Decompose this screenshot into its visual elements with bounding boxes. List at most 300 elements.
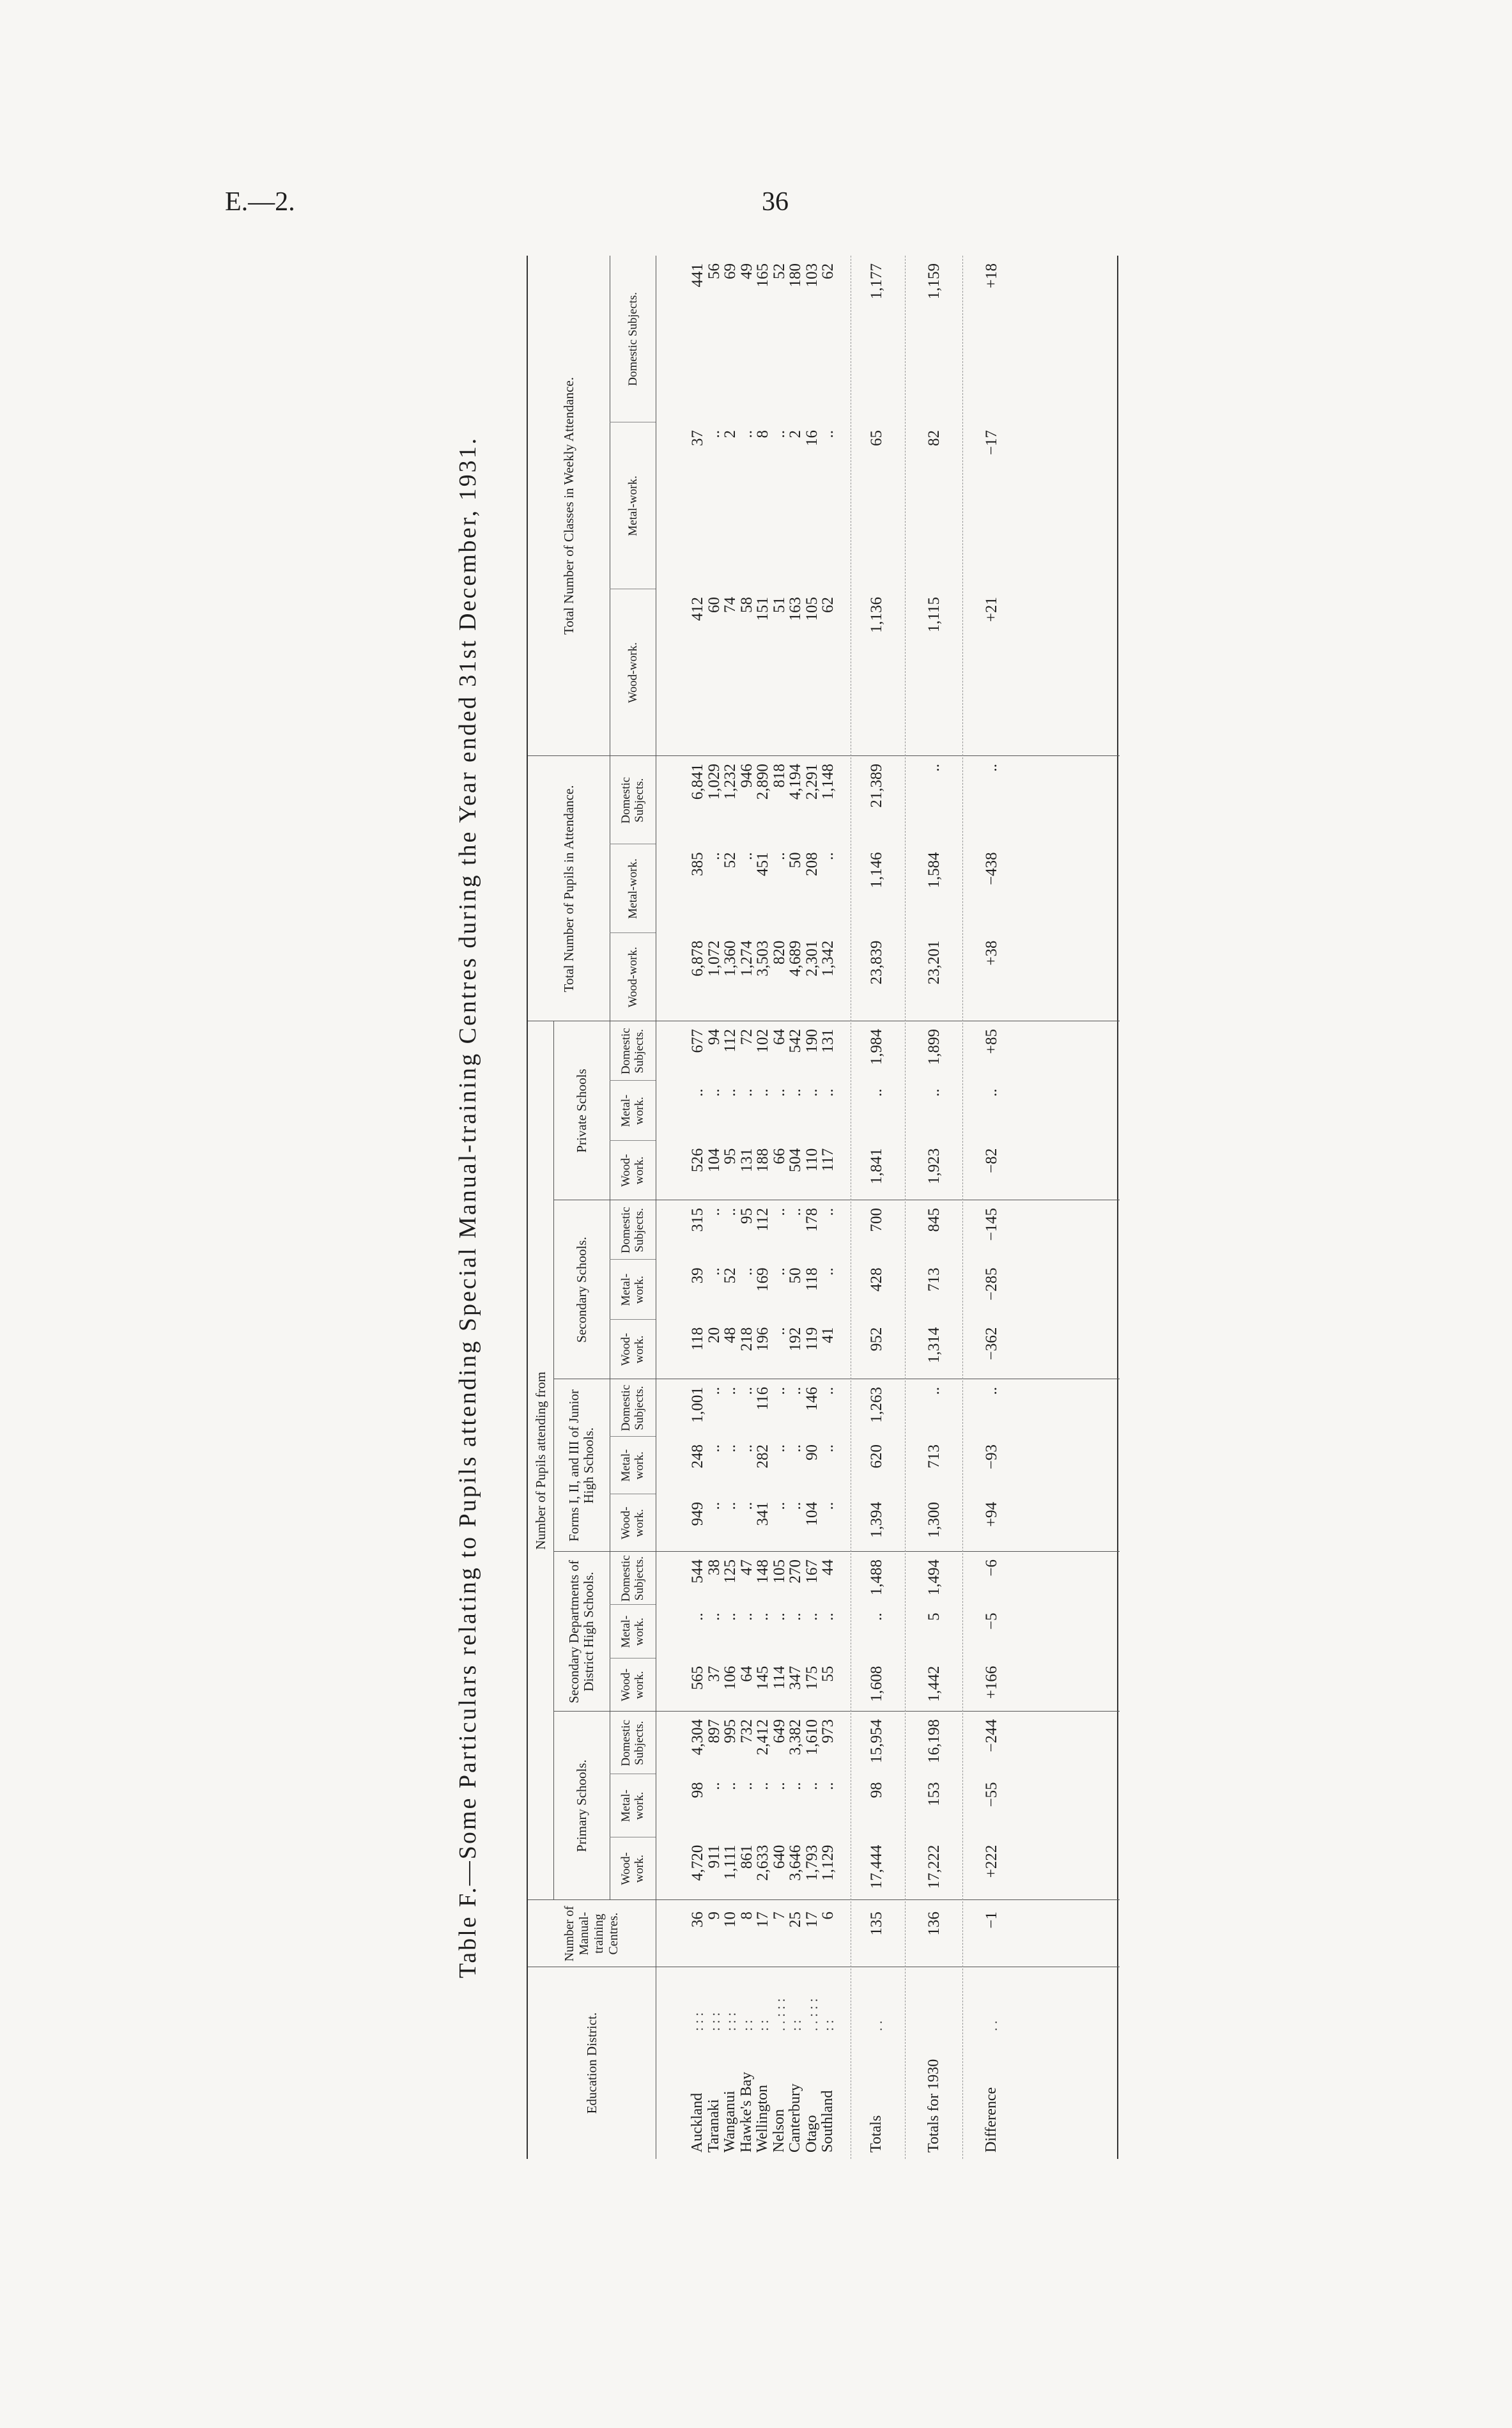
table-row-value: .. [721, 1387, 739, 1395]
difference-row-value: .. [983, 1387, 1000, 1395]
table-row-value: 95 [737, 1208, 755, 1225]
table-row-value: .. [689, 1088, 706, 1097]
sub-header: Wood-work. [619, 1506, 646, 1540]
totals-row-value: 1,136 [868, 597, 885, 633]
totals-row-value: 1,146 [868, 852, 885, 888]
table-row-value: .. [770, 1088, 788, 1097]
table-row-value: .. [737, 1267, 755, 1276]
table-row-value: .. [770, 1612, 788, 1621]
table-row-value: 118 [689, 1327, 706, 1351]
table-row-value: 1,232 [721, 764, 739, 800]
table-row-value: .. [737, 1088, 755, 1097]
totals-1930-row-value: 1,300 [925, 1502, 943, 1538]
table-row-value: 949 [689, 1502, 706, 1526]
table-row-value: 3,382 [787, 1719, 804, 1756]
table-row-value: 4,720 [689, 1844, 706, 1881]
table-row-leader-dots: : : [788, 2020, 804, 2031]
table-row-district: Canterbury [787, 2084, 803, 2153]
table-row-value: 102 [754, 1029, 771, 1053]
table-row-value: 270 [787, 1559, 804, 1584]
table-row-value: 62 [819, 263, 837, 279]
table-row-value: .. [770, 852, 788, 860]
table-row-value: 66 [770, 1148, 788, 1164]
table-row-value: 649 [770, 1719, 788, 1744]
table-row-value: .. [721, 1088, 739, 1097]
table-row-value: 37 [705, 1666, 723, 1682]
table-row-value: .. [721, 1208, 739, 1216]
table-row-value: .. [689, 1612, 706, 1621]
table-row-value: .. [819, 430, 837, 438]
table-row-value: .. [754, 1782, 771, 1790]
totals-1930-row-value: .. [925, 1088, 943, 1097]
table-row-value: .. [770, 1502, 788, 1510]
sub-column-rule [610, 1080, 656, 1081]
table-row-value: 1,148 [819, 764, 837, 800]
totals-1930-row-value: 1,899 [925, 1029, 943, 1065]
page-code: E.—2. [225, 187, 295, 217]
table-row-value: 4,304 [689, 1719, 706, 1756]
table-row-value: 49 [737, 263, 755, 279]
column-rule [553, 1551, 1120, 1552]
table-row-value: 946 [737, 764, 755, 788]
column-rule [553, 1711, 1120, 1712]
table-row-value: 112 [721, 1029, 739, 1053]
table-row-value: .. [705, 1782, 723, 1790]
table-row-value: 8 [754, 430, 771, 438]
table-row-leader-dots: : : [739, 2020, 755, 2031]
table-row-value: 385 [689, 852, 706, 876]
table-row-value: 38 [705, 1559, 723, 1576]
totals-row-value: 1,177 [868, 263, 885, 300]
table-row-value: 178 [803, 1208, 821, 1232]
table-row-value: .. [770, 1387, 788, 1395]
table-row-value: 640 [770, 1844, 788, 1869]
group-header-2: Forms I, II, and III of Junior High Schools. [566, 1389, 596, 1542]
table-row-value: 208 [803, 852, 821, 876]
table-row-value: .. [787, 1782, 804, 1790]
table-row-value: .. [770, 1267, 788, 1276]
table-row-value: 315 [689, 1208, 706, 1232]
table-row-value: 1,274 [737, 940, 755, 977]
difference-row-value: +18 [983, 263, 1000, 289]
sub-header: Metal-work. [619, 1615, 646, 1648]
table-row-value: 973 [819, 1719, 837, 1744]
difference-row-value: −285 [983, 1267, 1000, 1301]
totals-row-value: .. [868, 1088, 885, 1097]
table-row-value: .. [787, 1208, 804, 1216]
table-row-value: 1,610 [803, 1719, 821, 1756]
table-row-value: .. [705, 430, 723, 438]
table-row-value: .. [705, 1444, 723, 1453]
totals-row-value: .. [868, 1612, 885, 1621]
group-header-6: Total Number of Classes in Weekly Attendance. [560, 377, 576, 635]
rotated-table-area [454, 256, 1118, 2159]
table-row-value: 544 [689, 1559, 706, 1584]
table-row-value: 131 [819, 1029, 837, 1053]
sub-header: Domestic Subjects. [619, 1719, 646, 1767]
totals-1930-row-value: 1,442 [925, 1666, 943, 1702]
sub-header: Metal-work. [619, 1273, 646, 1306]
table-row-value: 98 [689, 1782, 706, 1798]
table-row-value: 104 [803, 1502, 821, 1526]
table-row-value: 441 [689, 263, 706, 288]
table-row-value: 146 [803, 1387, 821, 1411]
totals-row-centres: 135 [868, 1912, 885, 1936]
table-row-value: .. [803, 1612, 821, 1621]
table-row-value: 114 [770, 1666, 788, 1690]
difference-row-leader-dots: . . [984, 2020, 1000, 2031]
data-table [527, 256, 1118, 2159]
sub-header: Domestic Subjects. [619, 1028, 646, 1075]
table-row-value: 119 [803, 1327, 821, 1351]
table-row-value: .. [770, 1208, 788, 1216]
difference-row-value: −6 [983, 1559, 1000, 1577]
table-row-value: 56 [705, 263, 723, 279]
table-row-value: .. [737, 1387, 755, 1395]
difference-row-value: −82 [983, 1148, 1000, 1173]
sub-header: Metal-work. [626, 858, 640, 919]
table-row-leader-dots: : : [755, 2020, 771, 2031]
table-row-value: 6,878 [689, 940, 706, 977]
table-row-value: 677 [689, 1029, 706, 1053]
table-row-value: 412 [689, 597, 706, 621]
totals-row-value: 1,608 [868, 1666, 885, 1702]
table-row-value: 64 [737, 1666, 755, 1682]
table-row-centres: 6 [819, 1912, 837, 1920]
totals-1930-row-value: 23,201 [925, 940, 943, 985]
table-row-value: 112 [754, 1208, 771, 1232]
table-row-centres: 10 [721, 1912, 739, 1928]
table-row-value: .. [819, 1387, 837, 1395]
totals-row-value: 1,394 [868, 1502, 885, 1538]
table-row-value: 167 [803, 1559, 821, 1584]
table-row-value: 44 [819, 1559, 837, 1576]
difference-row-value: −5 [983, 1612, 1000, 1630]
centres-header: Number of Manual-training Centres. [562, 1905, 621, 1962]
table-row-value: 105 [803, 597, 821, 621]
table-row-district: Southland [819, 2090, 836, 2153]
table-row-value: 39 [689, 1267, 706, 1284]
table-row-value: 47 [737, 1559, 755, 1576]
sub-header: Domestic Subjects. [619, 1207, 646, 1254]
totals-row-value: 700 [868, 1208, 885, 1232]
table-row-district: Otago [803, 2115, 820, 2153]
table-row-value: .. [737, 852, 755, 860]
totals-rule [962, 256, 963, 2159]
sub-header: Metal-work. [619, 1449, 646, 1482]
table-row-value: 1,342 [819, 940, 837, 977]
table-row-value: .. [754, 1088, 771, 1097]
table-row-value: 16 [803, 430, 821, 446]
totals-1930-row-value: 82 [925, 430, 943, 446]
totals-row-value: 17,444 [868, 1844, 885, 1889]
table-row-value: 104 [705, 1148, 723, 1173]
sub-header: Metal-work. [626, 476, 640, 536]
totals-1930-row-value: 1,314 [925, 1327, 943, 1363]
table-row-value: 37 [689, 430, 706, 446]
table-row-value: .. [819, 1502, 837, 1510]
group-header-4: Private Schools [573, 1069, 589, 1153]
table-row-value: .. [787, 1088, 804, 1097]
table-row-value: 20 [705, 1327, 723, 1343]
totals-row-value: 1,984 [868, 1029, 885, 1065]
totals-row-value: 98 [868, 1782, 885, 1798]
difference-row-value: .. [983, 1088, 1000, 1097]
table-row-value: 90 [803, 1444, 821, 1460]
difference-row-value: +21 [983, 597, 1000, 622]
table-title: Table F.—Some Particulars relating to Pupils attending Special Manual-training Centres during the Year ended 31st December, 1931. [454, 436, 481, 1979]
table-row-value: 52 [721, 1267, 739, 1284]
totals-row-value: 1,488 [868, 1559, 885, 1596]
table-row-value: 169 [754, 1267, 771, 1292]
totals-row-value: 620 [868, 1444, 885, 1469]
table-row-value: .. [787, 1612, 804, 1621]
table-row-value: .. [787, 1502, 804, 1510]
table-row-value: 95 [721, 1148, 739, 1164]
table-row-value: 69 [721, 263, 739, 279]
table-row-value: 1,029 [705, 764, 723, 800]
table-row-value: 55 [819, 1666, 837, 1682]
table-row-value: 48 [721, 1327, 739, 1343]
table-row-value: 52 [770, 263, 788, 279]
difference-row-value: −55 [983, 1782, 1000, 1807]
sub-header: Metal-work. [619, 1094, 646, 1127]
table-row-value: 2 [721, 430, 739, 438]
sub-header: Domestic Subjects. [619, 1384, 646, 1432]
difference-row-value: −17 [983, 430, 1000, 456]
difference-row-value: +222 [983, 1844, 1000, 1878]
sub-column-rule [610, 932, 656, 933]
table-row-value: .. [737, 1782, 755, 1790]
sub-column-rule [610, 1319, 656, 1320]
table-row-value: 2,291 [803, 764, 821, 800]
totals-1930-row-value: 5 [925, 1612, 943, 1621]
table-row-value: .. [819, 852, 837, 860]
sub-header: Wood-work. [626, 947, 640, 1008]
sub-header: Wood-work. [619, 1333, 646, 1366]
table-row-value: .. [721, 1444, 739, 1453]
table-row-value: 504 [787, 1148, 804, 1173]
difference-row-value: −362 [983, 1327, 1000, 1361]
totals-1930-row-value: 153 [925, 1782, 943, 1806]
table-row-value: .. [770, 1782, 788, 1790]
table-row-value: 6,841 [689, 764, 706, 800]
table-row-value: 118 [803, 1267, 821, 1291]
group-header-3: Secondary Schools. [573, 1237, 589, 1343]
table-row-value: .. [705, 1502, 723, 1510]
table-row-value: 105 [770, 1559, 788, 1584]
totals-1930-row-value: 1,584 [925, 852, 943, 888]
sub-header: Domestic Subjects. [619, 1555, 646, 1602]
sub-header: Domestic Subjects. [619, 777, 646, 824]
totals-1930-row-value: 1,159 [925, 263, 943, 300]
table-row-centres: 8 [737, 1912, 755, 1920]
table-row-value: .. [737, 1502, 755, 1510]
totals-1930-row-value: .. [925, 764, 943, 772]
table-row-value: 62 [819, 597, 837, 613]
table-row-value: 542 [787, 1029, 804, 1053]
table-row-leader-dots: : : [821, 2020, 837, 2031]
table-row-value: 897 [705, 1719, 723, 1744]
difference-row-centres: −1 [983, 1912, 1000, 1929]
table-row-value: 1,129 [819, 1844, 837, 1881]
table-row-value: 995 [721, 1719, 739, 1744]
totals-1930-row-value: 713 [925, 1444, 943, 1469]
table-row-value: .. [737, 1444, 755, 1453]
table-row-value: 820 [770, 940, 788, 965]
table-row-value: .. [787, 1444, 804, 1453]
table-row-value: .. [721, 1782, 739, 1790]
table-row-centres: 17 [803, 1912, 821, 1928]
table-row-value: .. [737, 430, 755, 438]
table-row-value: 818 [770, 764, 788, 788]
sub-header: Wood-work. [619, 1668, 646, 1701]
table-row-value: .. [819, 1267, 837, 1276]
totals-1930-row-value: 845 [925, 1208, 943, 1232]
difference-row-value: −438 [983, 852, 1000, 885]
table-row-leader-dots: : : : [706, 2012, 723, 2031]
table-row-value: 218 [737, 1327, 755, 1352]
table-row-value: .. [705, 1267, 723, 1276]
table-row-value: 347 [787, 1666, 804, 1690]
sub-column-rule [610, 1140, 656, 1141]
totals-row-value: 65 [868, 430, 885, 446]
table-row-district: Wanganui [721, 2091, 738, 2153]
table-row-value: 175 [803, 1666, 821, 1690]
table-row-value: .. [770, 1444, 788, 1453]
table-row-value: .. [819, 1444, 837, 1453]
difference-row-value: −93 [983, 1444, 1000, 1470]
sub-header: Wood-work. [619, 1154, 646, 1187]
table-row-value: .. [721, 1502, 739, 1510]
table-row-leader-dots: : : : [690, 2012, 706, 2031]
district-header: Education District. [583, 2012, 599, 2114]
table-row-centres: 9 [705, 1912, 723, 1920]
table-row-district: Nelson [770, 2109, 787, 2153]
totals-row-value: 952 [868, 1327, 885, 1352]
table-row-value: 58 [737, 597, 755, 613]
totals-row-value: 23,839 [868, 940, 885, 985]
table-row-district: Auckland [689, 2092, 706, 2153]
totals-row-district: Totals [868, 2115, 884, 2153]
sub-column-rule [610, 1658, 656, 1659]
table-row-value: 103 [803, 263, 821, 288]
table-row-value: .. [737, 1612, 755, 1621]
difference-row-value: +85 [983, 1029, 1000, 1055]
difference-row-value: −244 [983, 1719, 1000, 1752]
table-row-district: Taranaki [705, 2099, 722, 2153]
table-row-value: 1,072 [705, 940, 723, 977]
totals-1930-row-value: .. [925, 1387, 943, 1395]
table-row-centres: 17 [754, 1912, 771, 1928]
sub-column-rule [610, 1604, 656, 1605]
table-row-value: 1,793 [803, 1844, 821, 1881]
table-row-value: .. [803, 1088, 821, 1097]
table-row-value: 188 [754, 1148, 771, 1173]
totals-1930-row-value: 1,115 [925, 597, 943, 633]
totals-1930-row-value: 16,198 [925, 1719, 943, 1763]
table-row-value: 110 [803, 1148, 821, 1172]
table-row-value: .. [705, 1387, 723, 1395]
sub-header: Domestic Subjects. [626, 292, 640, 386]
table-row-district: Hawke's Bay [737, 2071, 755, 2153]
table-row-centres: 7 [770, 1912, 788, 1920]
table-row-value: .. [705, 1612, 723, 1621]
table-row-value: .. [705, 1208, 723, 1216]
table-row-leader-dots: . . : : : [771, 1998, 788, 2031]
table-row-value: .. [705, 852, 723, 860]
table-row-value: 911 [705, 1844, 723, 1869]
totals-1930-row-value: 1,494 [925, 1559, 943, 1596]
table-row-value: 94 [705, 1029, 723, 1046]
table-row-value: 52 [721, 852, 739, 869]
sub-column-rule [610, 1259, 656, 1260]
table-row-value: 2,633 [754, 1844, 771, 1881]
table-row-value: 192 [787, 1327, 804, 1352]
table-row-district: Wellington [754, 2084, 771, 2153]
table-row-value: 72 [737, 1029, 755, 1046]
pupils-from-header: Number of Pupils attending from [532, 1372, 548, 1550]
totals-rule [905, 256, 906, 2159]
table-row-value: 1,001 [689, 1387, 706, 1423]
table-row-value: 51 [770, 597, 788, 613]
table-row-value: 4,194 [787, 764, 804, 800]
table-row-value: 165 [754, 263, 771, 288]
table-row-value: 106 [721, 1666, 739, 1690]
table-row-leader-dots: : : : [723, 2012, 739, 2031]
table-row-value: .. [819, 1782, 837, 1790]
page-number: 36 [762, 187, 789, 217]
totals-row-value: 15,954 [868, 1719, 885, 1763]
totals-row-leader-dots: . . [869, 2020, 885, 2031]
table-row-value: 163 [787, 597, 804, 621]
table-row-value: .. [819, 1612, 837, 1621]
totals-row-value: 428 [868, 1267, 885, 1292]
table-row-value: 74 [721, 597, 739, 613]
table-row-value: 190 [803, 1029, 821, 1053]
table-row-value: 2,301 [803, 940, 821, 977]
group-header-0: Primary Schools. [573, 1759, 589, 1852]
table-row-value: 151 [754, 597, 771, 621]
totals-row-value: 1,263 [868, 1387, 885, 1423]
table-row-value: 196 [754, 1327, 771, 1352]
table-row-centres: 25 [787, 1912, 804, 1928]
table-row-value: 451 [754, 852, 771, 876]
table-row-leader-dots: . . : : : [804, 1998, 821, 2031]
table-row-value: 282 [754, 1444, 771, 1469]
table-row-value: 4,689 [787, 940, 804, 977]
table-row-value: 64 [770, 1029, 788, 1046]
table-row-value: .. [819, 1208, 837, 1216]
table-row-value: 50 [787, 1267, 804, 1284]
sub-header: Wood-work. [626, 642, 640, 704]
sub-column-rule [610, 1436, 656, 1437]
table-row-value: 117 [819, 1148, 837, 1172]
table-row-value: 526 [689, 1148, 706, 1173]
table-row-value: 60 [705, 597, 723, 613]
table-row-value: 2 [787, 430, 804, 438]
totals-row-value: 21,389 [868, 764, 885, 808]
table-row-value: 125 [721, 1559, 739, 1584]
table-row-value: .. [803, 1782, 821, 1790]
table-row-value: 732 [737, 1719, 755, 1744]
table-row-value: 131 [737, 1148, 755, 1173]
table-row-value: 3,503 [754, 940, 771, 977]
difference-row-district: Difference [983, 2087, 999, 2153]
group-header-1: Secondary Departments of District High Schools. [566, 1560, 596, 1703]
table-row-value: 2,412 [754, 1719, 771, 1756]
table-row-value: .. [705, 1088, 723, 1097]
